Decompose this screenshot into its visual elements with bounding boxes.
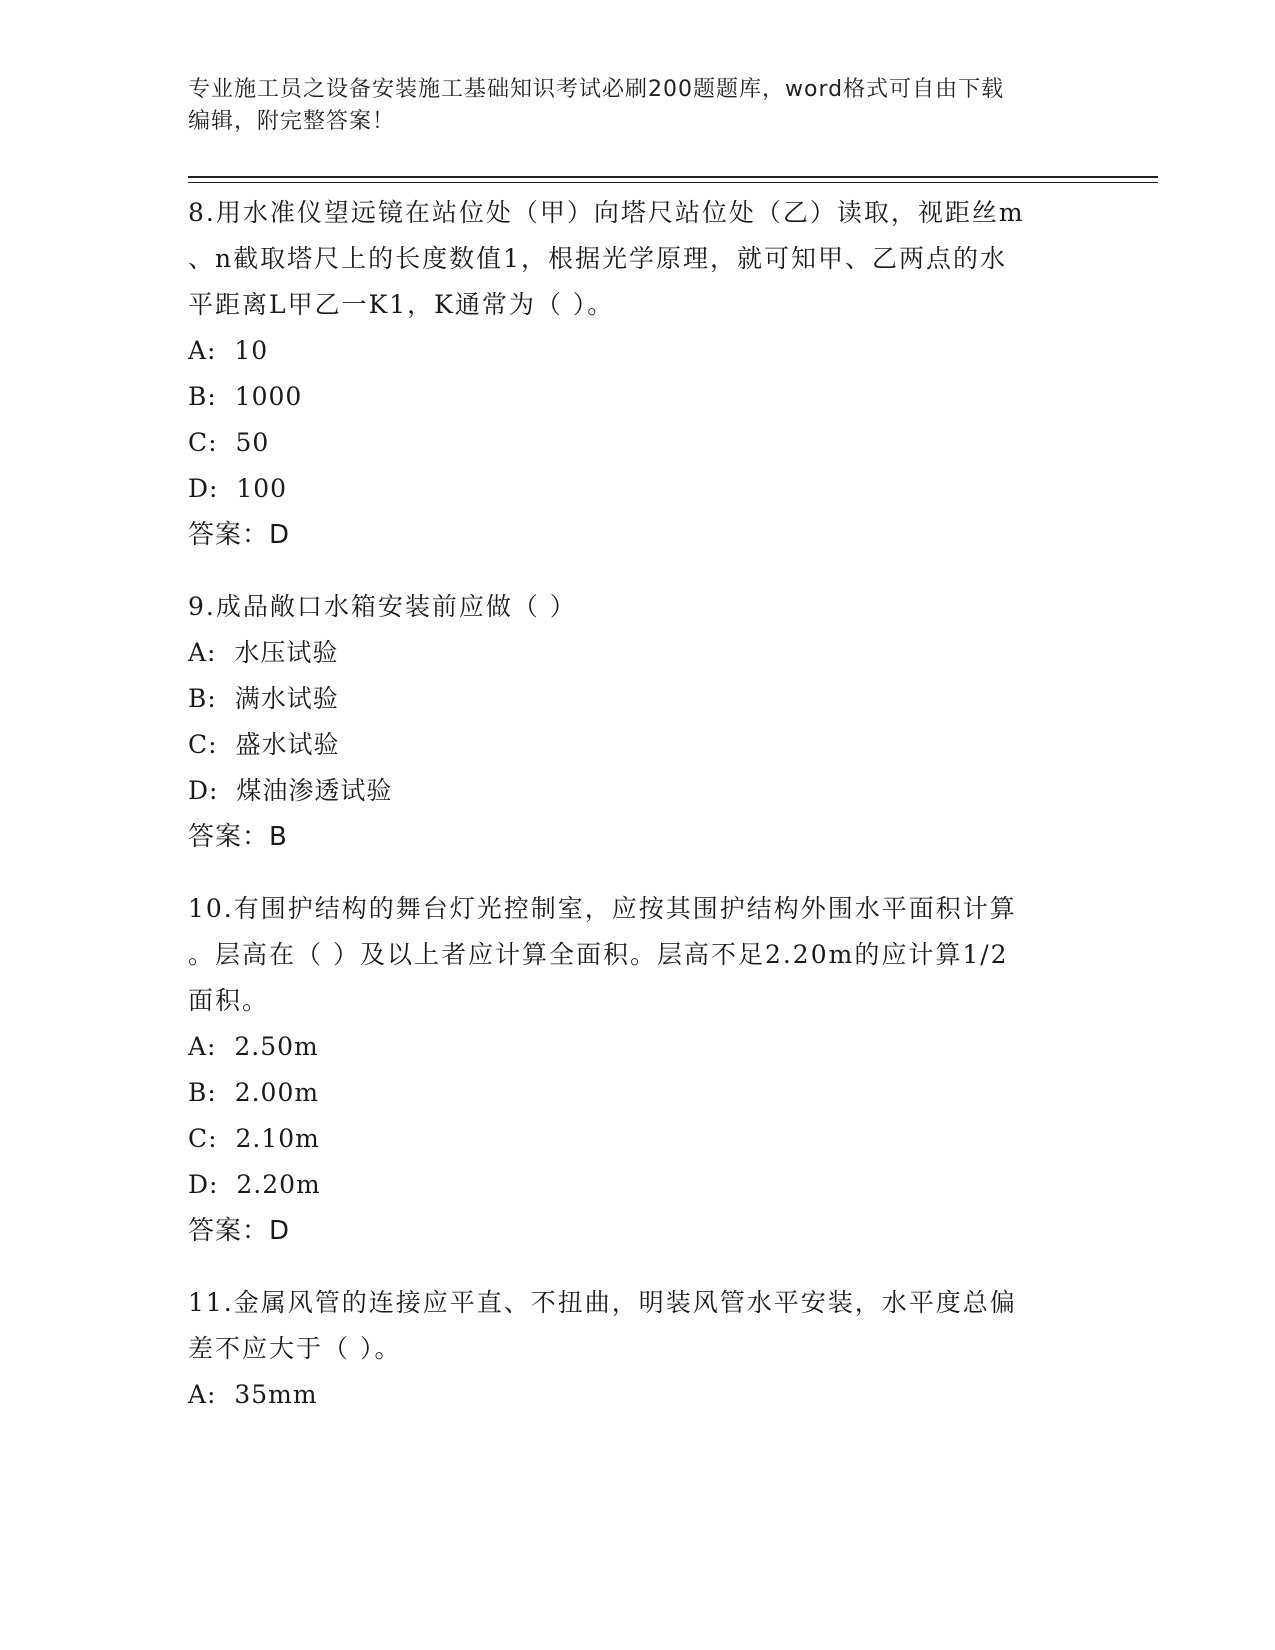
question-stem-line: 11.金属风管的连接应平直、不扭曲，明装风管水平安装，水平度总偏: [188, 1288, 1017, 1317]
question-list: [188, 190, 1088, 1444]
answer-option: A: 10: [188, 336, 269, 365]
answer-option: D: 2.20m: [188, 1170, 321, 1199]
answer-option: B: 满水试验: [188, 684, 339, 713]
answer-option: D: 100: [188, 474, 288, 503]
question-stem-line: 、n截取塔尺上的长度数值1，根据光学原理，就可知甲、乙两点的水: [188, 244, 1008, 273]
answer-option: C: 盛水试验: [188, 730, 340, 759]
answer-option: B: 1000: [188, 382, 303, 411]
answer-option: A: 35mm: [188, 1380, 318, 1409]
question-stem-line: 8.用水准仪望远镜在站位处（甲）向塔尺站位处（乙）读取，视距丝m: [188, 198, 1025, 227]
header-divider-thin: [188, 182, 1158, 183]
question-stem-line: 。层高在（ ）及以上者应计算全面积。层高不足2.20m的应计算1/2: [188, 940, 1009, 969]
question-block: [188, 584, 1088, 860]
answer-option: A: 2.50m: [188, 1032, 319, 1061]
document-header: [188, 74, 1088, 138]
header-divider-thick: [188, 176, 1158, 178]
answer-option: C: 50: [188, 428, 270, 457]
answer-option: B: 2.00m: [188, 1078, 320, 1107]
question-stem-line: 平距离L甲乙一K1，K通常为（ ）。: [188, 290, 615, 319]
question-block: [188, 1280, 1088, 1418]
question-stem-line: 10.有围护结构的舞台灯光控制室，应按其围护结构外围水平面积计算: [188, 894, 1017, 923]
question-stem-line: 面积。: [188, 986, 270, 1015]
answer-option: A: 水压试验: [188, 638, 339, 667]
question-block: [188, 886, 1088, 1254]
header-line-1: 专业施工员之设备安装施工基础知识考试必刷200题题库，word格式可自由下载: [188, 77, 1005, 102]
question-stem-line: 差不应大于（ ）。: [188, 1334, 402, 1363]
question-block: [188, 190, 1088, 558]
answer-key: 答案：D: [188, 1216, 291, 1246]
header-line-2: 编辑，附完整答案！: [188, 109, 396, 134]
answer-option: D: 煤油渗透试验: [188, 776, 393, 805]
answer-key: 答案：B: [188, 822, 288, 852]
answer-key: 答案：D: [188, 520, 291, 550]
answer-option: C: 2.10m: [188, 1124, 320, 1153]
question-stem-line: 9.成品敞口水箱安装前应做（ ）: [188, 592, 577, 621]
